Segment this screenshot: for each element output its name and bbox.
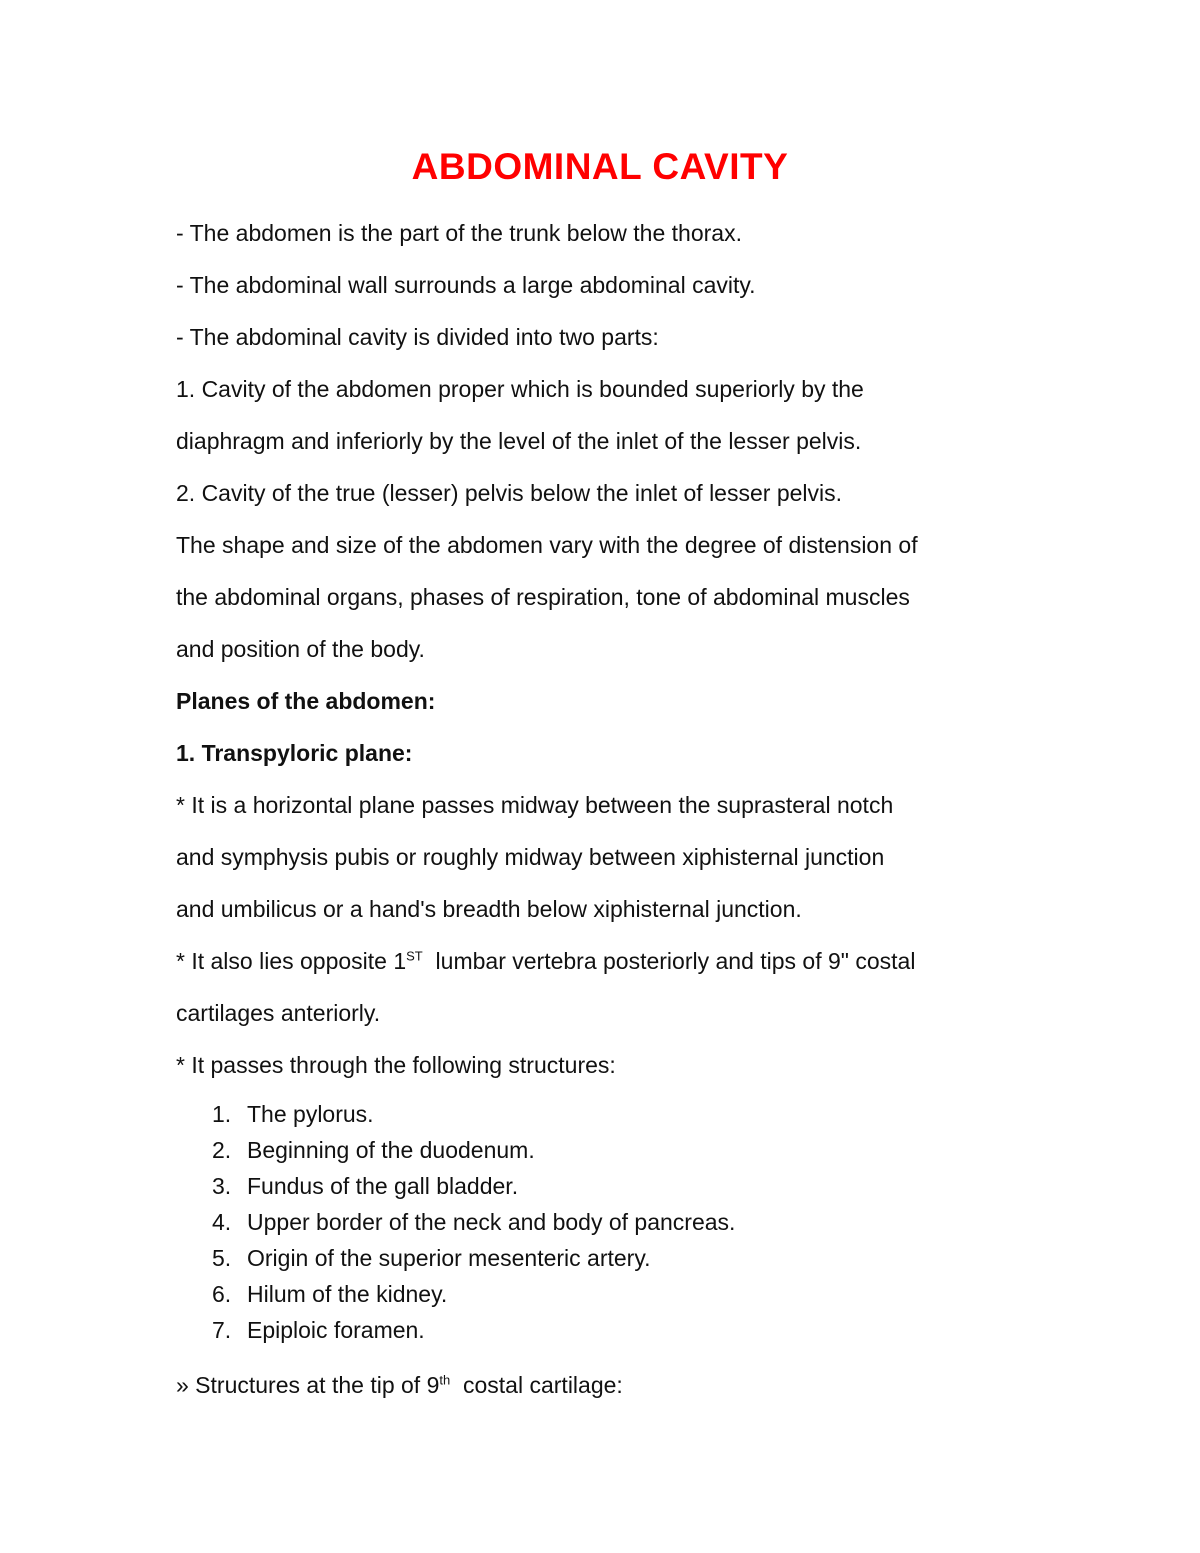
list-item-number: 6. <box>212 1281 232 1307</box>
list-item <box>212 1316 425 1344</box>
text-line-8: the abdominal organs, phases of respiration, tone of abdominal muscles <box>176 584 910 610</box>
list-item-number: 5. <box>212 1245 232 1271</box>
text-line-17: * It passes through the following structures: <box>176 1052 616 1078</box>
list-item-text: Origin of the superior mesenteric artery. <box>247 1245 651 1271</box>
list-item-text: Hilum of the kidney. <box>247 1281 448 1307</box>
list-item <box>212 1136 535 1164</box>
text-line-18-end: costal cartilage: <box>450 1372 623 1398</box>
superscript-th: th <box>439 1372 451 1388</box>
text-line-13: and symphysis pubis or roughly midway between xiphisternal junction <box>176 844 885 870</box>
list-item-number: 2. <box>212 1137 232 1163</box>
text-line-5: diaphragm and inferiorly by the level of the inlet of the lesser pelvis. <box>176 428 862 454</box>
text-line-15 <box>176 947 915 975</box>
text-line-2: - The abdominal wall surrounds a large abdominal cavity. <box>176 272 756 298</box>
list-item <box>212 1280 447 1308</box>
subheading-transpyloric-plane: 1. Transpyloric plane: <box>176 740 413 766</box>
text-line-6: 2. Cavity of the true (lesser) pelvis below the inlet of lesser pelvis. <box>176 480 843 506</box>
text-line-1: - The abdomen is the part of the trunk below the thorax. <box>176 220 742 246</box>
page-title: ABDOMINAL CAVITY <box>411 146 789 187</box>
list-item-text: Beginning of the duodenum. <box>247 1137 535 1163</box>
list-item-text: Fundus of the gall bladder. <box>247 1173 519 1199</box>
section-heading-planes: Planes of the abdomen: <box>176 688 436 714</box>
superscript-st: ST <box>406 948 423 964</box>
text-line-3: - The abdominal cavity is divided into two parts: <box>176 324 659 350</box>
text-line-12: * It is a horizontal plane passes midway between the suprasteral notch <box>176 792 894 818</box>
text-line-15-start: * It also lies opposite 1 <box>176 948 407 974</box>
list-item-number: 1. <box>212 1101 232 1127</box>
list-item-number: 4. <box>212 1209 232 1235</box>
list-item-text: Upper border of the neck and body of pancreas. <box>247 1209 736 1235</box>
list-item <box>212 1100 374 1128</box>
list-item-text: The pylorus. <box>247 1101 374 1127</box>
text-line-14: and umbilicus or a hand's breadth below xiphisternal junction. <box>176 896 802 922</box>
text-line-18 <box>176 1371 623 1399</box>
text-line-16: cartilages anteriorly. <box>176 1000 381 1026</box>
text-line-7: The shape and size of the abdomen vary with the degree of distension of <box>176 532 918 558</box>
list-item-text: Epiploic foramen. <box>247 1317 425 1343</box>
list-item-number: 3. <box>212 1173 232 1199</box>
text-line-4: 1. Cavity of the abdomen proper which is bounded superiorly by the <box>176 376 864 402</box>
list-item <box>212 1244 651 1272</box>
text-line-9: and position of the body. <box>176 636 425 662</box>
list-item-number: 7. <box>212 1317 232 1343</box>
text-line-18-start: » Structures at the tip of 9 <box>176 1372 440 1398</box>
list-item <box>212 1172 518 1200</box>
text-line-15-end: lumbar vertebra posteriorly and tips of 9" costal <box>422 948 916 974</box>
list-item <box>212 1208 735 1236</box>
